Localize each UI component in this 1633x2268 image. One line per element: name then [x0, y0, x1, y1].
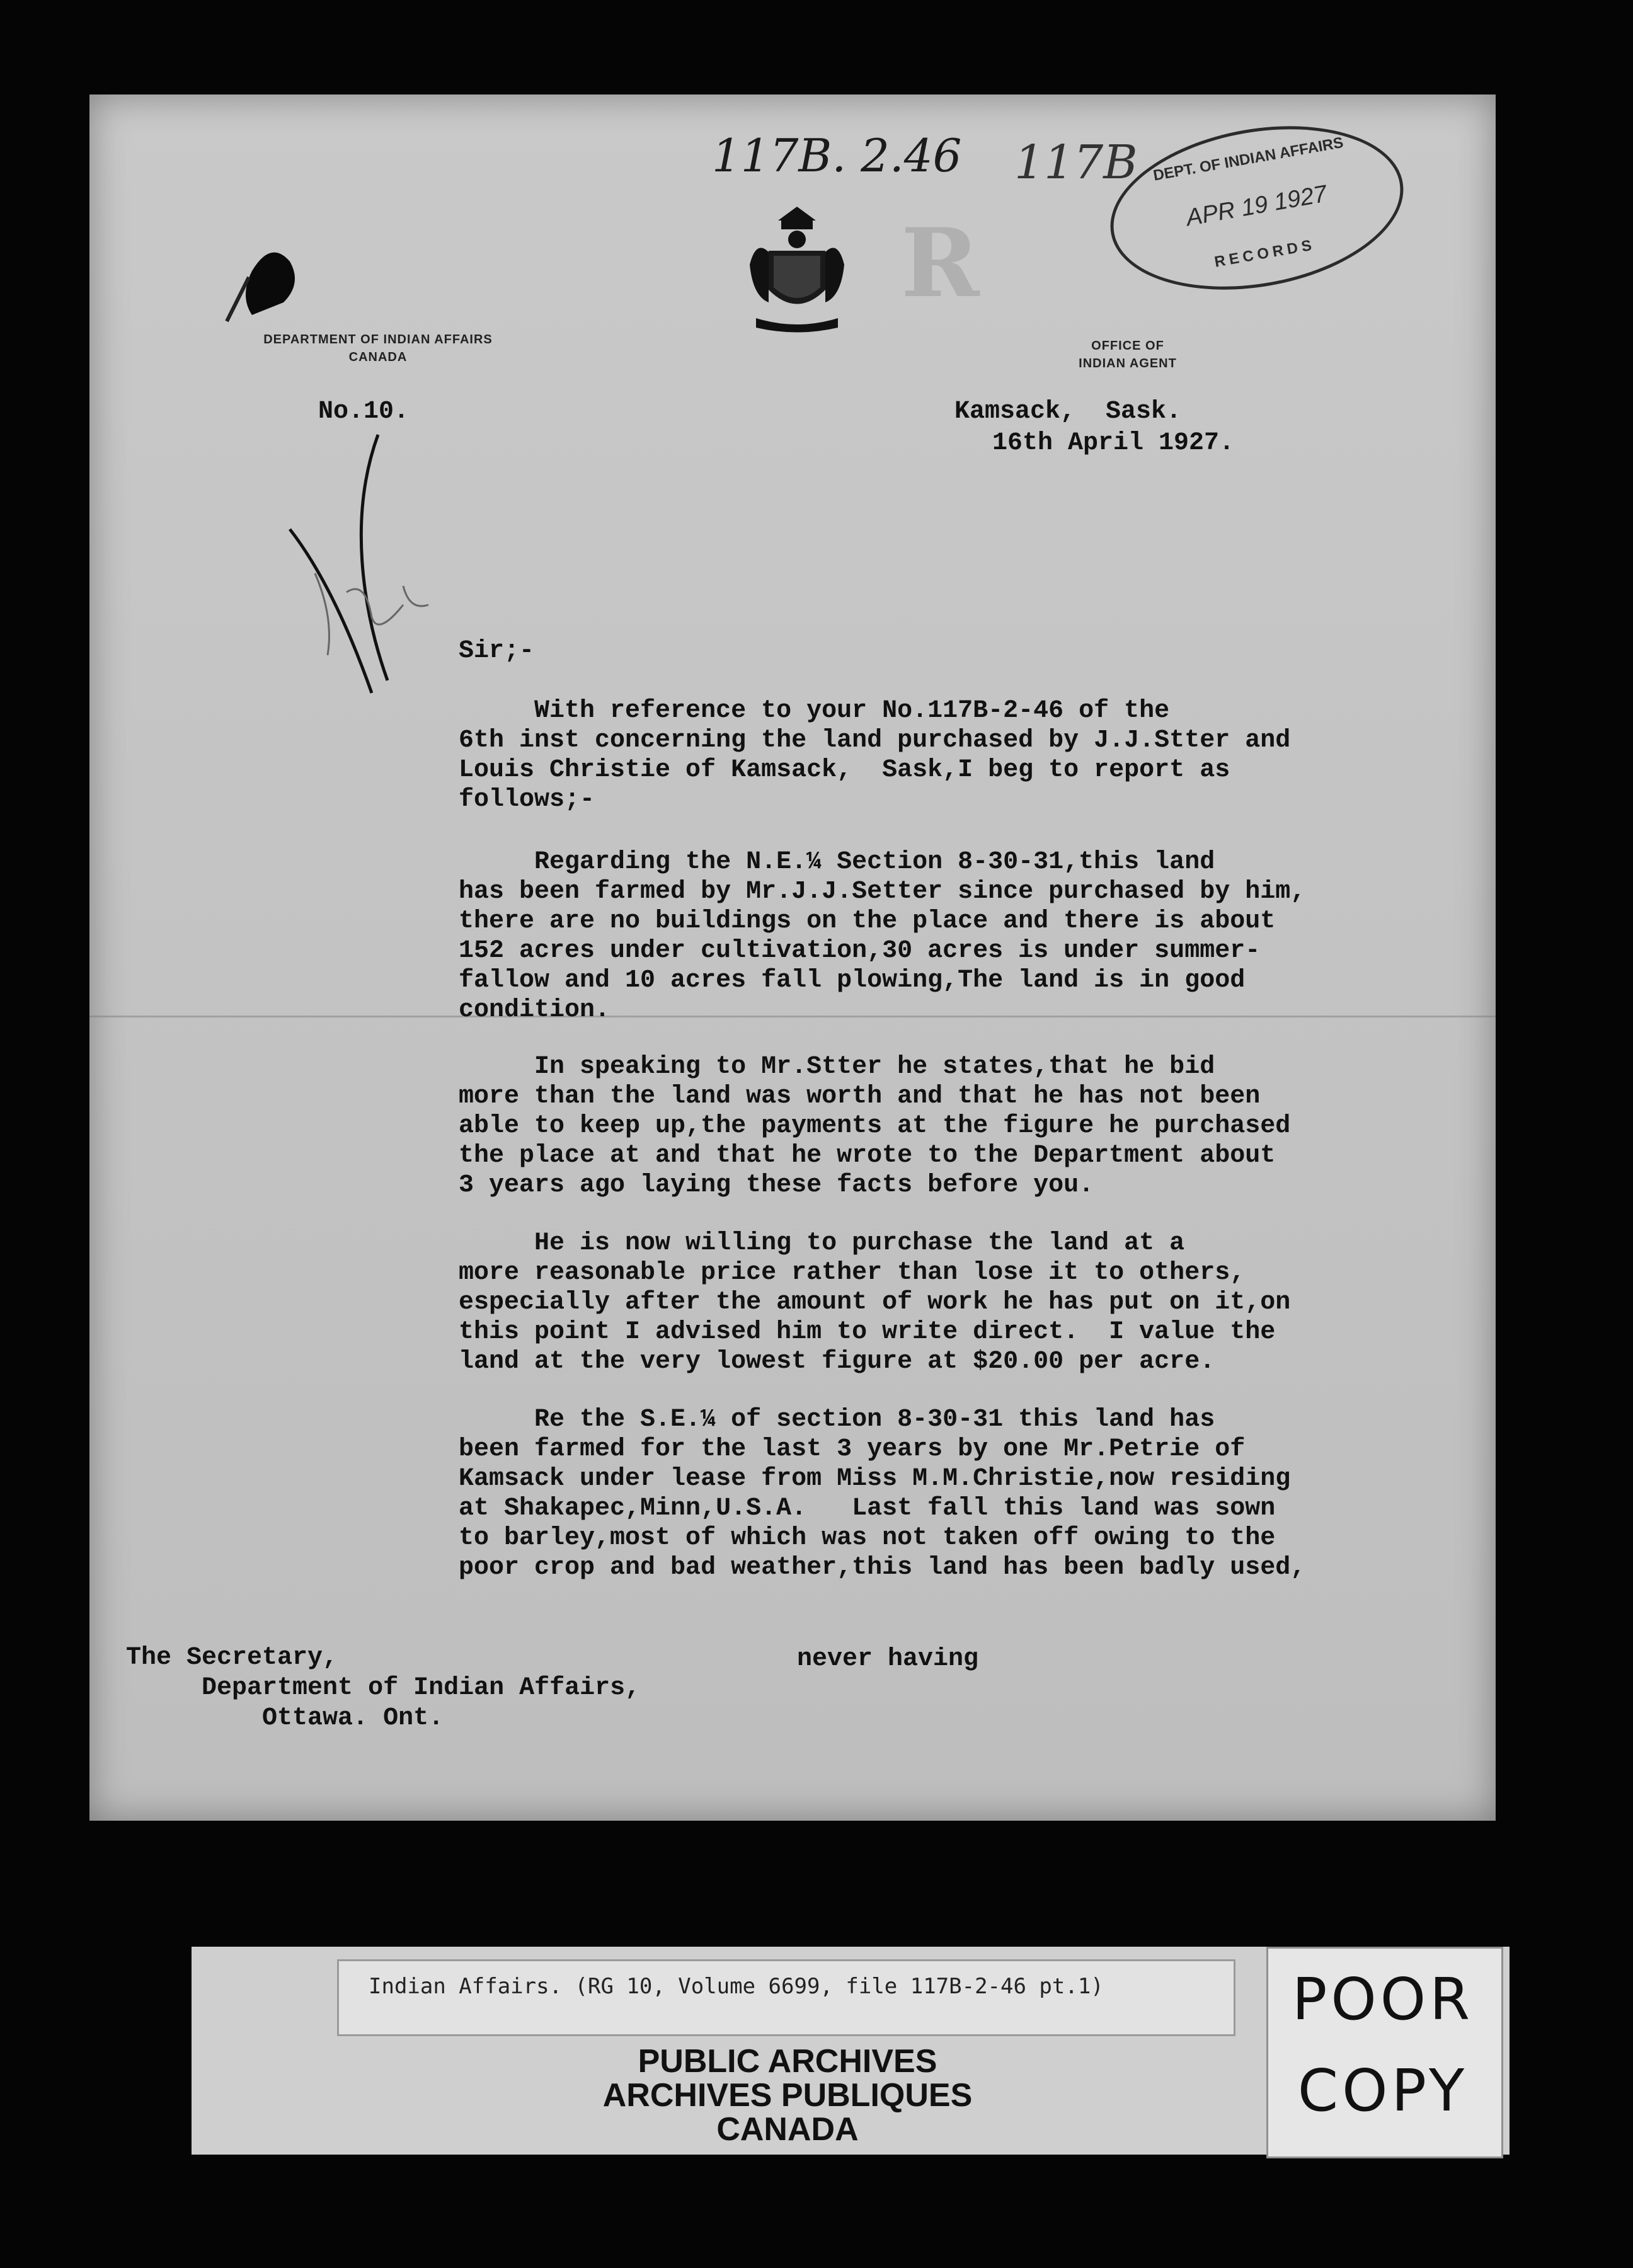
body-line: 6th inst concerning the land purchased by J.J.Stter and	[459, 726, 1291, 755]
body-line: Re the S.E.¼ of section 8-30-31 this land has	[459, 1406, 1215, 1434]
poor-copy-line-2: COPY	[1297, 2057, 1469, 2124]
stamp-bottom-text: RECORDS	[1213, 236, 1317, 271]
letterhead-office: OFFICE OF	[1091, 339, 1164, 353]
body-line: able to keep up,the payments at the figure he purchased	[459, 1112, 1291, 1140]
archive-title-en: PUBLIC ARCHIVES	[638, 2043, 937, 2080]
body-line: been farmed for the last 3 years by one Mr.Petrie of	[459, 1435, 1246, 1463]
archive-citation: Indian Affairs. (RG 10, Volume 6699, file 117B-2-46 pt.1)	[369, 1974, 1104, 1999]
body-line: fallow and 10 acres fall plowing,The land is in good	[459, 966, 1246, 995]
fold-line	[89, 1016, 1496, 1017]
archive-title-country: CANADA	[716, 2111, 859, 2148]
archive-title-fr: ARCHIVES PUBLIQUES	[602, 2077, 973, 2114]
archive-title	[504, 2044, 1071, 2146]
body-line: Regarding the N.E.¼ Section 8-30-31,this land	[459, 848, 1215, 876]
letterhead-agent: INDIAN AGENT	[1079, 357, 1177, 370]
body-line: more reasonable price rather than lose it to others,	[459, 1259, 1246, 1287]
coat-of-arms-icon	[743, 202, 851, 334]
handwritten-initials	[277, 428, 441, 706]
body-line: follows;-	[459, 786, 595, 814]
letterhead-country: CANADA	[348, 350, 408, 364]
body-line: He is now willing to purchase the land at a	[459, 1229, 1185, 1257]
body-line: Louis Christie of Kamsack, Sask,I beg to report as	[459, 756, 1230, 784]
body-line: 3 years ago laying these facts before you.	[459, 1171, 1094, 1200]
continued-text: never having	[797, 1645, 979, 1673]
handwritten-file-ref: 117B. 2.46	[712, 129, 962, 182]
body-line: especially after the amount of work he has put on it,on	[459, 1288, 1291, 1317]
stamp-date: APR 19 1927	[1184, 180, 1329, 232]
addressee-line-2: Department of Indian Affairs,	[126, 1674, 641, 1702]
poor-copy-line-1: POOR	[1292, 1966, 1474, 2033]
ink-smudge	[214, 233, 340, 328]
letter-place: Kamsack, Sask.	[954, 398, 1182, 426]
body-line: more than the land was worth and that he has not been	[459, 1082, 1261, 1111]
body-line: 152 acres under cultivation,30 acres is under summer-	[459, 937, 1261, 965]
stamp-top-text: DEPT. OF INDIAN AFFAIRS	[1152, 134, 1345, 185]
body-line: has been farmed by Mr.J.J.Setter since purchased by him,	[459, 878, 1306, 906]
letterhead-left	[208, 331, 548, 366]
body-line: this point I advised him to write direct. I value the	[459, 1318, 1276, 1346]
letter-date: 16th April 1927.	[992, 429, 1235, 457]
body-line: at Shakapec,Minn,U.S.A. Last fall this land was sown	[459, 1494, 1276, 1523]
body-line: the place at and that he wrote to the Department about	[459, 1142, 1276, 1170]
handwritten-file-ref-partial: 117B	[1014, 135, 1138, 190]
body-line: poor crop and bad weather,this land has been badly used,	[459, 1554, 1306, 1582]
addressee-line-3: Ottawa. Ont.	[126, 1704, 444, 1732]
addressee-line-1: The Secretary,	[126, 1644, 338, 1672]
body-line: With reference to your No.117B-2-46 of the	[459, 697, 1170, 725]
body-line: In speaking to Mr.Stter he states,that he bid	[459, 1053, 1215, 1081]
body-line: Kamsack under lease from Miss M.M.Christie,now residing	[459, 1465, 1291, 1493]
salutation: Sir;-	[459, 637, 535, 665]
watermark-letter: R	[901, 208, 980, 319]
letter-number: No.10.	[318, 398, 410, 426]
letterhead-right	[1033, 337, 1222, 372]
letterhead-dept: DEPARTMENT OF INDIAN AFFAIRS	[263, 333, 493, 346]
body-line: to barley,most of which was not taken off owing to the	[459, 1524, 1276, 1552]
body-line: condition.	[459, 996, 610, 1024]
body-line: land at the very lowest figure at $20.00 per acre.	[459, 1348, 1215, 1376]
body-line: there are no buildings on the place and there is about	[459, 907, 1276, 936]
